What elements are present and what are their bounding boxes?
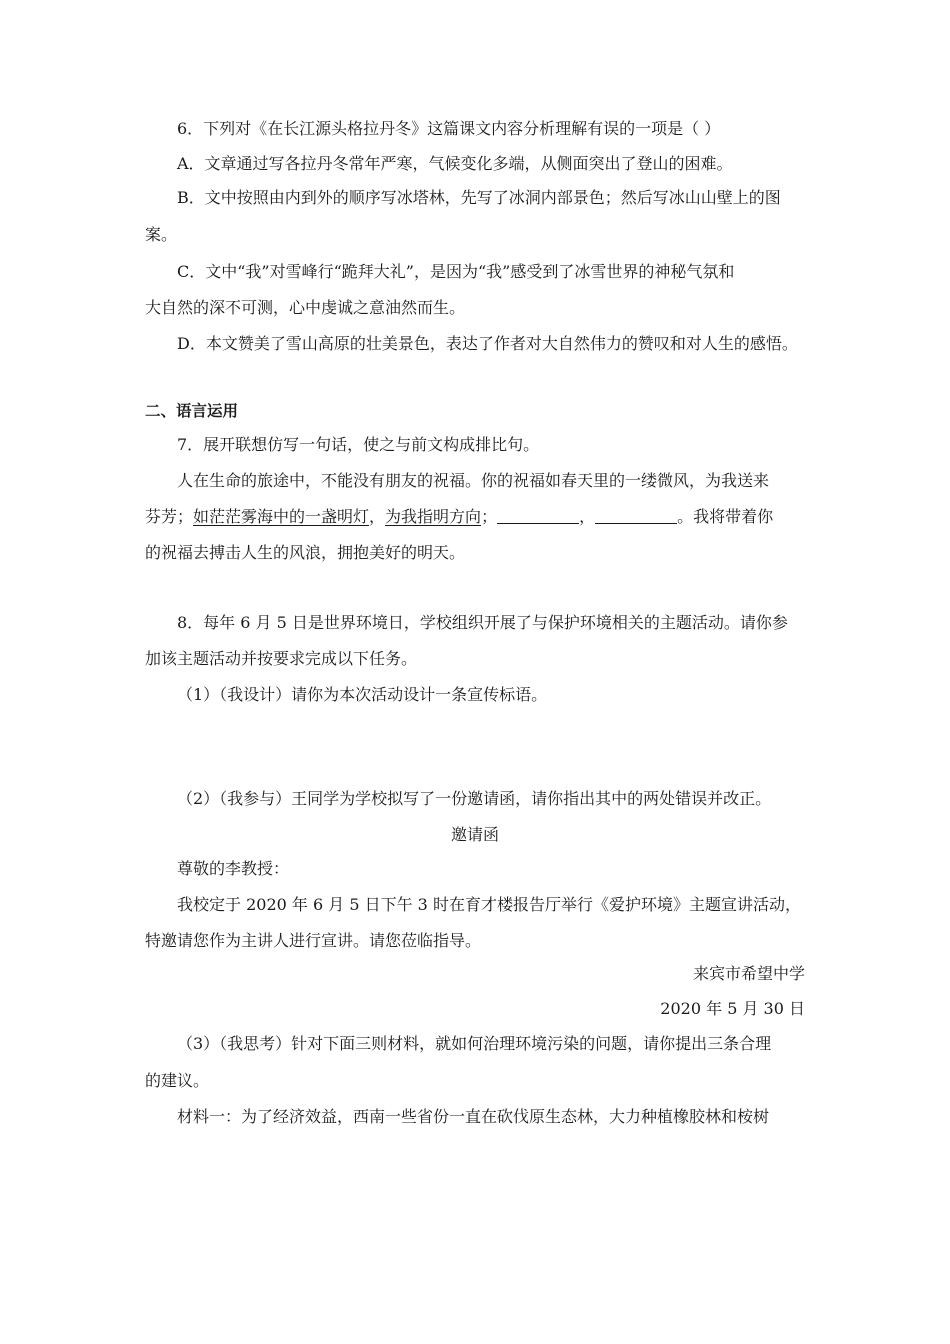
- q7-text-suffix: 。我将带着你: [677, 507, 774, 526]
- q7-separator: ，: [369, 507, 386, 526]
- q7-stem: 7．展开联想仿写一句话，使之与前文构成排比句。: [177, 435, 540, 454]
- letter-body-line2: 特邀请您作为主讲人进行宣讲。请您莅临指导。: [145, 931, 482, 950]
- q7-comma: ，: [579, 507, 596, 526]
- q7-text-line2: [145, 506, 773, 528]
- q7-example-underlined-2: 为我指明方向: [385, 507, 482, 526]
- q6-option-c-line1: C．文中“我”对雪峰行“跪拜大礼”，是因为“我”感受到了冰雪世界的神秘气氛和: [177, 262, 735, 281]
- section-heading: 二、语言运用: [145, 402, 239, 420]
- q6-stem: 6．下列对《在长江源头格拉丹冬》这篇课文内容分析理解有误的一项是（ ）: [177, 119, 721, 138]
- q7-example-underlined-1: 如茫茫雾海中的一盏明灯: [193, 507, 370, 526]
- q7-text-prefix: 芬芳；: [145, 507, 194, 526]
- q6-option-a: A．文章通过写各拉丹冬常年严寒，气候变化多端，从侧面突出了登山的困难。: [177, 154, 733, 173]
- q8-material1: 材料一：为了经济效益，西南一些省份一直在砍伐原生态林，大力种植橡胶林和桉树: [177, 1107, 770, 1126]
- letter-salutation: 尊敬的李教授：: [177, 859, 290, 878]
- letter-title: 邀请函: [450, 825, 499, 844]
- q6-option-d: D．本文赞美了雪山高原的壮美景色，表达了作者对大自然伟力的赞叹和对人生的感悟。: [177, 334, 798, 353]
- letter-date: 2020 年 5 月 30 日: [660, 999, 805, 1018]
- letter-sender: 来宾市希望中学: [692, 964, 805, 983]
- q8-task3-line1: （3）（我思考）针对下面三则材料，就如何治理环境污染的问题，请你提出三条合理: [177, 1034, 772, 1053]
- q6-option-b-line1: B．文中按照由内到外的顺序写冰塔林，先写了冰洞内部景色；然后写冰山山壁上的图: [177, 188, 781, 207]
- q7-semicolon: ；: [481, 507, 498, 526]
- q7-text-line1: 人在生命的旅途中，不能没有朋友的祝福。你的祝福如春天里的一缕微风，为我送来: [177, 471, 770, 490]
- q8-stem-line2: 加该主题活动并按要求完成以下任务。: [145, 649, 418, 668]
- letter-body-line1: 我校定于 2020 年 6 月 5 日下午 3 时在育才楼报告厅举行《爱护环境》主题宣讲活动，: [177, 895, 801, 914]
- q7-answer-blank-2[interactable]: [595, 507, 677, 524]
- q6-option-c-line2: 大自然的深不可测，心中虔诚之意油然而生。: [145, 298, 466, 317]
- q8-task1: （1）（我设计）请你为本次活动设计一条宣传标语。: [177, 685, 548, 704]
- q7-text-line3: 的祝福去搏击人生的风浪，拥抱美好的明天。: [145, 543, 466, 562]
- q8-task2: （2）（我参与）王同学为学校拟写了一份邀请函，请你指出其中的两处错误并改正。: [177, 789, 772, 808]
- q8-task3-line2: 的建议。: [145, 1071, 210, 1090]
- q6-option-b-line2: 案。: [145, 225, 178, 244]
- q7-answer-blank-1[interactable]: [497, 507, 579, 524]
- q8-stem-line1: 8．每年 6 月 5 日是世界环境日，学校组织开展了与保护环境相关的主题活动。请你参: [177, 613, 788, 632]
